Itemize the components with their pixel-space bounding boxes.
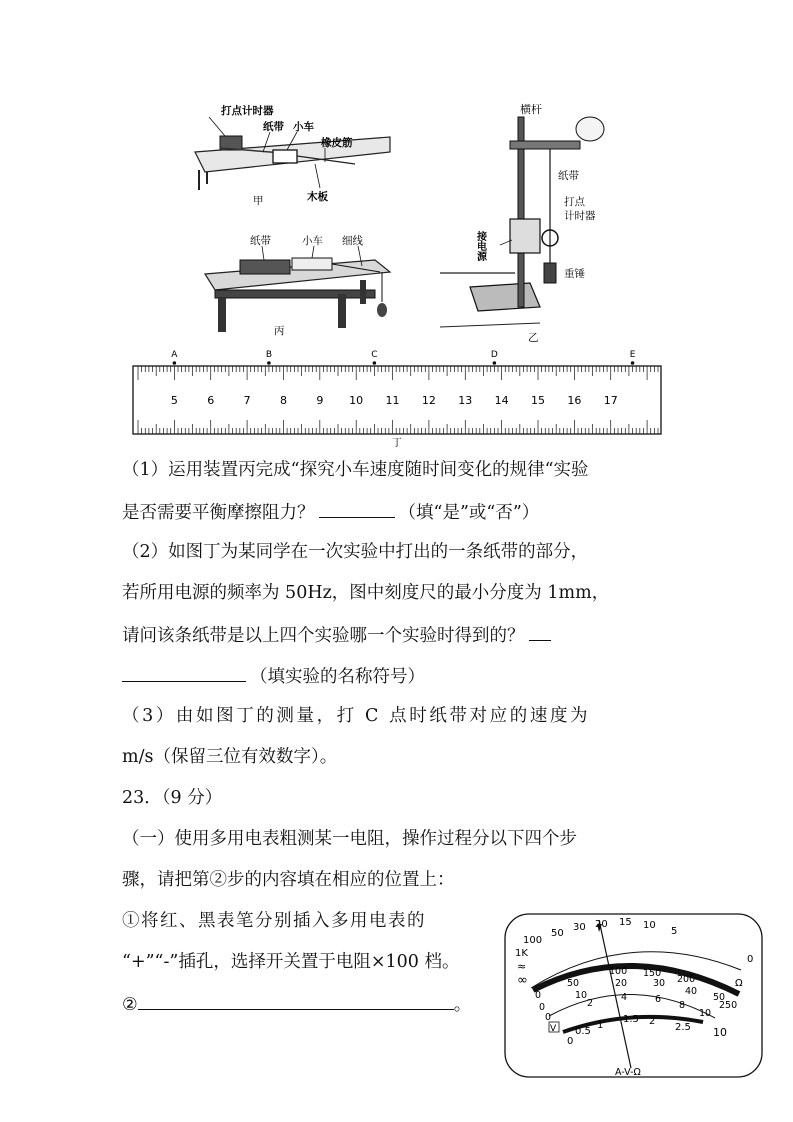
ohm-tick-5: 5 <box>671 926 678 937</box>
tape-points <box>171 350 635 365</box>
label-power: 接电源 <box>474 231 486 261</box>
ohm-tick-15: 15 <box>619 917 632 928</box>
step1-line2: “+”“-”插孔，选择开关置于电阻×100 档。 <box>122 952 460 972</box>
step2-end: 。 <box>453 995 472 1015</box>
ohm-tick-10: 10 <box>643 920 656 931</box>
tape-point-label: C <box>371 350 378 360</box>
step1-line1: ①将红、黑表笔分别插入多用电表的 <box>122 911 426 931</box>
multimeter-dial <box>503 912 765 1080</box>
dc-c-6: 6 <box>655 994 662 1005</box>
q23-intro1: （一）使用多用电表粗测某一电阻，操作过程分以下四个步 <box>122 829 577 849</box>
q2-line3: 请问该条纸带是以上四个实验哪一个实验时得到的？ <box>122 626 525 646</box>
v-symbol: V <box>550 1024 557 1034</box>
ruler-number: 13 <box>458 394 473 407</box>
dc-a-150: 150 <box>643 968 662 979</box>
dc-b-40: 40 <box>685 986 698 997</box>
caption-jia: 甲 <box>253 195 264 207</box>
label-string: 细线 <box>342 235 363 247</box>
caption-ding: 丁 <box>392 438 402 448</box>
dc-a-100: 100 <box>609 966 628 977</box>
cross-rod <box>510 141 580 149</box>
dc-c-2: 2 <box>587 998 594 1009</box>
dc-a-50: 50 <box>567 978 580 989</box>
cart-shape-bing <box>292 258 332 270</box>
step2-mark: ② <box>122 995 138 1015</box>
q3-line1: （3）由如图丁的测量，打 C 点时纸带对应的速度为 <box>122 706 591 726</box>
dc-a-250: 250 <box>719 1000 738 1011</box>
q2-answer-blank-a[interactable] <box>529 622 551 641</box>
tape-point-label: A <box>171 350 178 360</box>
tape-point-label: E <box>629 350 636 360</box>
tape-dot <box>267 361 271 365</box>
ruler-number: 9 <box>316 394 324 407</box>
label-tape-yi: 纸带 <box>558 170 579 182</box>
q1-answer-blank[interactable] <box>319 499 395 518</box>
ruler-number: 16 <box>567 394 582 407</box>
label-rod: 横杆 <box>520 103 542 116</box>
q23-title: 23．（9 分） <box>122 788 223 808</box>
ohm-tick-50: 50 <box>551 928 564 939</box>
figure-jia <box>185 92 400 214</box>
ruler-number: 6 <box>207 394 215 407</box>
weight-shape <box>544 263 556 283</box>
label-cart: 小车 <box>293 121 314 133</box>
ruler-number: 12 <box>421 394 436 407</box>
ohm-tick-0: 0 <box>747 954 754 965</box>
ohm-tick-100: 100 <box>523 935 543 946</box>
ruler-number: 5 <box>170 394 178 407</box>
ruler-number: 10 <box>349 394 364 407</box>
ruler-number: 14 <box>494 394 509 407</box>
figure-ding-ruler <box>130 348 665 448</box>
tape-point-label: D <box>490 350 498 360</box>
cart-shape <box>273 150 297 163</box>
step2-answer-blank[interactable] <box>138 991 454 1010</box>
ruler-number: 8 <box>279 394 287 407</box>
q3-line2: m/s（保留三位有效数字）。 <box>122 747 338 767</box>
tape-dot <box>493 361 497 365</box>
ohm-unit: Ω <box>735 978 743 989</box>
q23-intro2: 骤，请把第②步的内容填在相应的位置上： <box>122 870 455 890</box>
q2-answer-blank-b[interactable] <box>122 663 246 682</box>
tape-dot <box>631 361 635 365</box>
label-timer: 打点计时器 <box>221 105 274 117</box>
ac-end: 10 <box>713 1026 727 1039</box>
caption-bing: 丙 <box>274 325 285 337</box>
ac-0: 0 <box>567 1036 574 1047</box>
base-shape <box>470 283 540 311</box>
label-band: 橡皮筋 <box>321 137 353 149</box>
ohm-tick-20: 20 <box>595 919 608 930</box>
label-tape: 纸带 <box>263 121 284 133</box>
tape-point-label: B <box>265 350 273 360</box>
label-timer-yi-1: 打点 <box>564 196 585 208</box>
figure-bing <box>190 232 400 340</box>
label-weight: 重锤 <box>564 268 585 280</box>
ruler-number: 15 <box>531 394 545 407</box>
ac-1-5: 1.5 <box>623 1014 639 1025</box>
q1-line2-row <box>122 499 539 525</box>
dc-a-200: 200 <box>677 974 696 985</box>
ohm-tick-1k: 1K <box>515 948 528 959</box>
q2-line1: （2）如图丁为某同学在一次实验中打出的一条纸带的部分， <box>122 542 589 562</box>
ac-symbol: ≈ <box>517 960 527 973</box>
dc-b-0: 0 <box>539 1002 546 1013</box>
caption-yi: 乙 <box>528 332 539 343</box>
meter-footer: A-V-Ω <box>615 1067 641 1078</box>
inf-symbol: ∞ <box>517 973 528 988</box>
ac-1: 1 <box>597 1020 604 1031</box>
dc-b-10: 10 <box>575 990 588 1001</box>
ruler-number: 11 <box>385 394 400 407</box>
q1-tail: （填“是”或“否”） <box>398 503 540 523</box>
figure-yi <box>440 95 615 343</box>
tape-dot <box>173 361 177 365</box>
q2-line2: 若所用电源的频率为 50Hz，图中刻度尺的最小分度为 1mm， <box>122 583 610 603</box>
dc-b-50: 50 <box>713 992 726 1003</box>
dc-a-0: 0 <box>535 990 542 1001</box>
dc-b-30: 30 <box>653 978 666 989</box>
q2-tail: （填实验的名称符号） <box>250 667 425 687</box>
ohm-tick-30: 30 <box>573 922 586 933</box>
tape-coil <box>240 260 290 274</box>
step2-row <box>122 991 471 1017</box>
q1-line2: 是否需要平衡摩擦阻力？ <box>122 503 315 523</box>
ruler-number: 17 <box>603 394 618 407</box>
q2-line3-row <box>122 622 551 648</box>
label-cart-bing: 小车 <box>302 235 323 247</box>
dc-c-8: 8 <box>679 1000 686 1011</box>
dc-c-4: 4 <box>621 992 628 1003</box>
label-tape-bing: 纸带 <box>250 235 271 247</box>
label-timer-yi-2: 计时器 <box>564 210 596 222</box>
dc-b-20: 20 <box>615 978 628 989</box>
ac-2-5: 2.5 <box>675 1022 691 1033</box>
timer-shape-yi <box>510 219 540 253</box>
ac-2: 2 <box>649 1016 656 1027</box>
tape-dot <box>373 361 377 365</box>
ruler-number: 7 <box>243 394 251 407</box>
dc-c-0: 0 <box>545 1012 552 1023</box>
ac-0-5: 0.5 <box>575 1026 591 1037</box>
dc-c-10: 10 <box>699 1008 712 1019</box>
q2-line4-row <box>122 663 425 689</box>
label-board: 木板 <box>307 191 328 203</box>
q1-line1: （1）运用装置丙完成“探究小车速度随时间变化的规律“实验 <box>122 460 589 480</box>
